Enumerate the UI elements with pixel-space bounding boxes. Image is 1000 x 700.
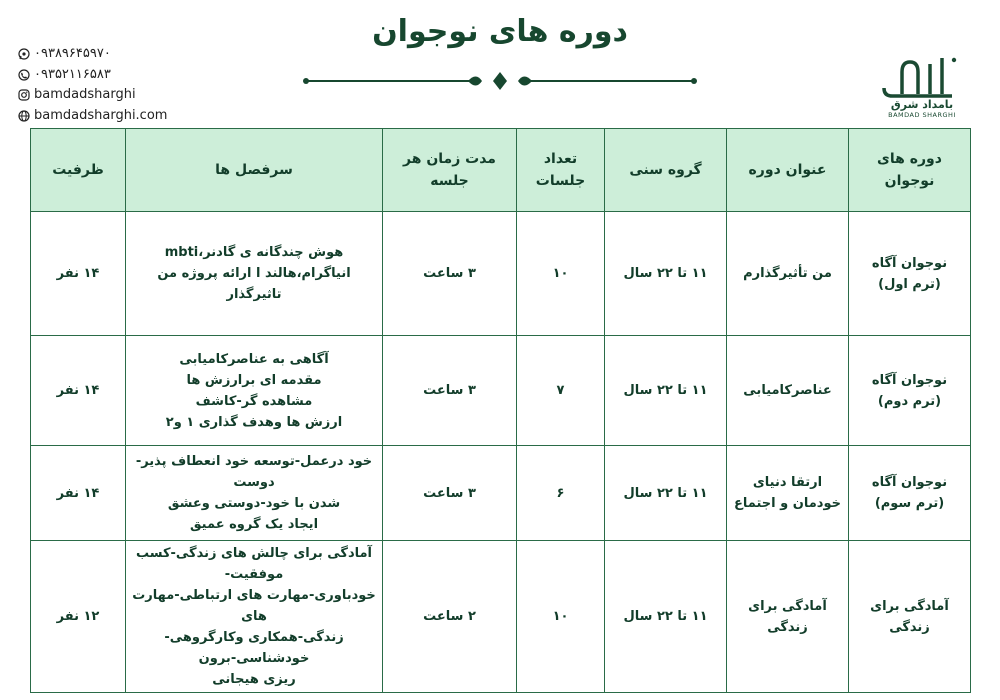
table-header-row [31,129,971,212]
header-age: گروه سنی [605,129,727,212]
contact-list [18,44,167,126]
cell-title [727,446,849,541]
cell-line: آمادگی برای [748,598,827,614]
cell-capacity: ۱۴ نفر [31,336,126,446]
cell-duration: ۳ ساعت [383,212,517,336]
cell-course [849,446,971,541]
table-row [31,446,971,541]
cell-line: شدن با خود-دوستی وعشق [167,496,341,511]
whatsapp-icon [18,48,30,60]
table-row [31,541,971,693]
cell-sessions: ۱۰ [517,541,605,693]
cell-title [727,212,849,336]
contact-instagram[interactable] [18,85,167,106]
cell-line: زندگی [889,619,930,635]
cell-line: عناصرکامیابی [743,383,832,398]
header-sessions: تعداد جلسات [517,129,605,212]
cell-line: نوجوان آگاه [871,475,948,490]
cell-line: نوجوان آگاه [871,372,948,388]
contact-text: ۰۹۳۵۲۱۱۶۵۸۳ [34,66,111,82]
cell-line: خودمان و اجتماع [734,496,841,511]
cell-duration: ۳ ساعت [383,446,517,541]
cell-line: ریزی هیجانی [212,672,296,687]
logo-text-fa: بامداد شرق [890,98,954,111]
contact-text: ۰۹۳۸۹۶۴۵۹۷۰ [34,46,111,61]
cell-line: خودباوری-مهارت های ارتباطی-مهارت های [132,588,376,624]
cell-capacity: ۱۲ نفر [31,541,126,693]
cell-line: من تأثیرگذارم [743,266,832,281]
cell-title [727,336,849,446]
courses-table [30,128,971,693]
table-row [31,212,971,336]
cell-line: آمادگی برای چالش های زندگی-کسب موفقیت- [135,546,373,582]
contact-website[interactable] [18,106,167,127]
cell-syllabus [126,446,383,541]
cell-course [849,212,971,336]
logo-text-en: BAMDAD SHARGHI [888,111,956,119]
header-title: عنوان دوره [727,129,849,212]
contact-text: bamdadsharghi.com [34,107,168,123]
contact-whatsapp[interactable] [18,44,167,65]
cell-line: ایجاد یک گروه عمیق [189,517,319,532]
cell-line: (ترم دوم) [877,393,942,409]
cell-line: ارتقا دنیای [752,475,823,490]
cell-syllabus [126,212,383,336]
cell-line: آمادگی برای [870,598,949,614]
cell-age: ۱۱ تا ۲۲ سال [605,336,727,446]
cell-syllabus [126,541,383,693]
cell-line: ارزش ها وهدف گذاری ۱ و۲ [165,414,343,430]
phone-icon [18,69,30,81]
cell-syllabus [126,336,383,446]
cell-age: ۱۱ تا ۲۲ سال [605,212,727,336]
cell-line: زندگی-همکاری وکارگروهی-خودشناسی-برون [164,630,344,666]
table-row [31,336,971,446]
header-course: دوره های نوجوان [849,129,971,212]
cell-course [849,541,971,693]
globe-icon [18,110,30,122]
cell-sessions: ۱۰ [517,212,605,336]
cell-line: نوجوان آگاه [871,255,948,271]
cell-line: مشاهده گر-کاشف [195,393,313,409]
cell-line: (ترم سوم) [874,496,945,511]
cell-duration: ۳ ساعت [383,336,517,446]
cell-line: خود درعمل-توسعه خود انعطاف پذیر-دوست [135,454,373,490]
cell-sessions: ۶ [517,446,605,541]
cell-line: انیاگرام،هالند ا ارائه پروژه من تاثیرگذار [157,266,351,302]
page-title: دوره های نوجوان [372,14,628,49]
header-duration: مدت زمان هر جلسه [383,129,517,212]
cell-duration: ۲ ساعت [383,541,517,693]
cell-line: زندگی [767,619,808,635]
contact-text: bamdadsharghi [34,87,136,102]
cell-line: هوش چندگانه ی گادنر،mbti [164,245,344,260]
cell-age: ۱۱ تا ۲۲ سال [605,446,727,541]
cell-title [727,541,849,693]
title-ornament [300,66,700,96]
cell-age: ۱۱ تا ۲۲ سال [605,541,727,693]
header-syllabus: سرفصل ها [126,129,383,212]
cell-line: آگاهی به عناصرکامیابی [179,351,329,367]
instagram-icon [18,89,30,101]
header-capacity: ظرفیت [31,129,126,212]
cell-course [849,336,971,446]
cell-line: (ترم اول) [878,276,941,292]
contact-phone[interactable] [18,65,167,86]
cell-capacity: ۱۴ نفر [31,212,126,336]
cell-line: مقدمه ای برارزش ها [186,372,322,388]
cell-capacity: ۱۴ نفر [31,446,126,541]
cell-sessions: ۷ [517,336,605,446]
